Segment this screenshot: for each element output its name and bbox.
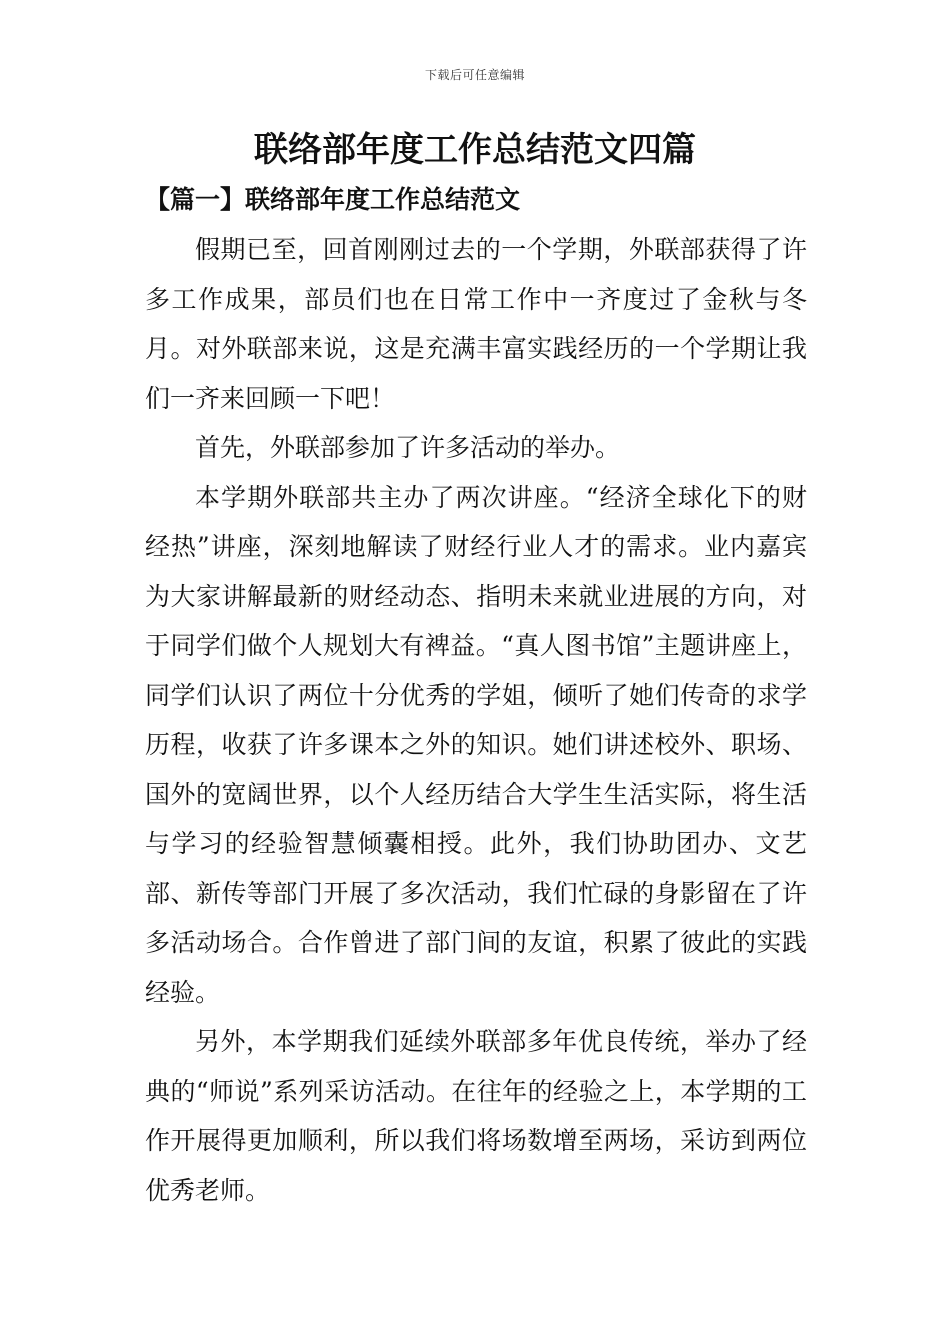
document-title: 联络部年度工作总结范文四篇 <box>254 130 696 170</box>
paragraph: 首先，外联部参加了许多活动的举办。 <box>195 433 621 462</box>
header-note: 下载后可任意编辑 <box>424 68 525 82</box>
document-body <box>145 225 807 1215</box>
section-heading: 【篇一】联络部年度工作总结范文 <box>145 185 521 214</box>
paragraph: 假期已至，回首刚刚过去的一个学期，外联部获得了许多工作成果，部员们也在日常工作中一齐度过了金秋与冬月。对外联部来说，这是充满丰富实践经历的一个学期让我们一齐来回顾一下吧！ <box>145 235 807 413</box>
paragraph: 本学期外联部共主办了两次讲座。“经济全球化下的财经热”讲座，深刻地解读了财经行业人才的需求。业内嘉宾为大家讲解最新的财经动态、指明未来就业进展的方向，对于同学们做个人规划大有裨益。“真人图书馆”主题讲座上，同学们认识了两位十分优秀的学姐，倾听了她们传奇的求学历程，收获了许多课本之外的知识。她们讲述校外、职场、国外的宽阔世界，以个人经历结合大学生生活实际，将生活与学习的经验智慧倾囊相授。此外，我们协助团办、文艺部、新传等部门开展了多次活动，我们忙碌的身影留在了许多活动场合。合作曾进了部门间的友谊，积累了彼此的实践经验。 <box>145 482 807 1007</box>
paragraph: 另外，本学期我们延续外联部多年优良传统，举办了经典的“师说”系列采访活动。在往年的经验之上，本学期的工作开展得更加顺利，所以我们将场数增至两场，采访到两位优秀老师。 <box>145 1027 807 1205</box>
